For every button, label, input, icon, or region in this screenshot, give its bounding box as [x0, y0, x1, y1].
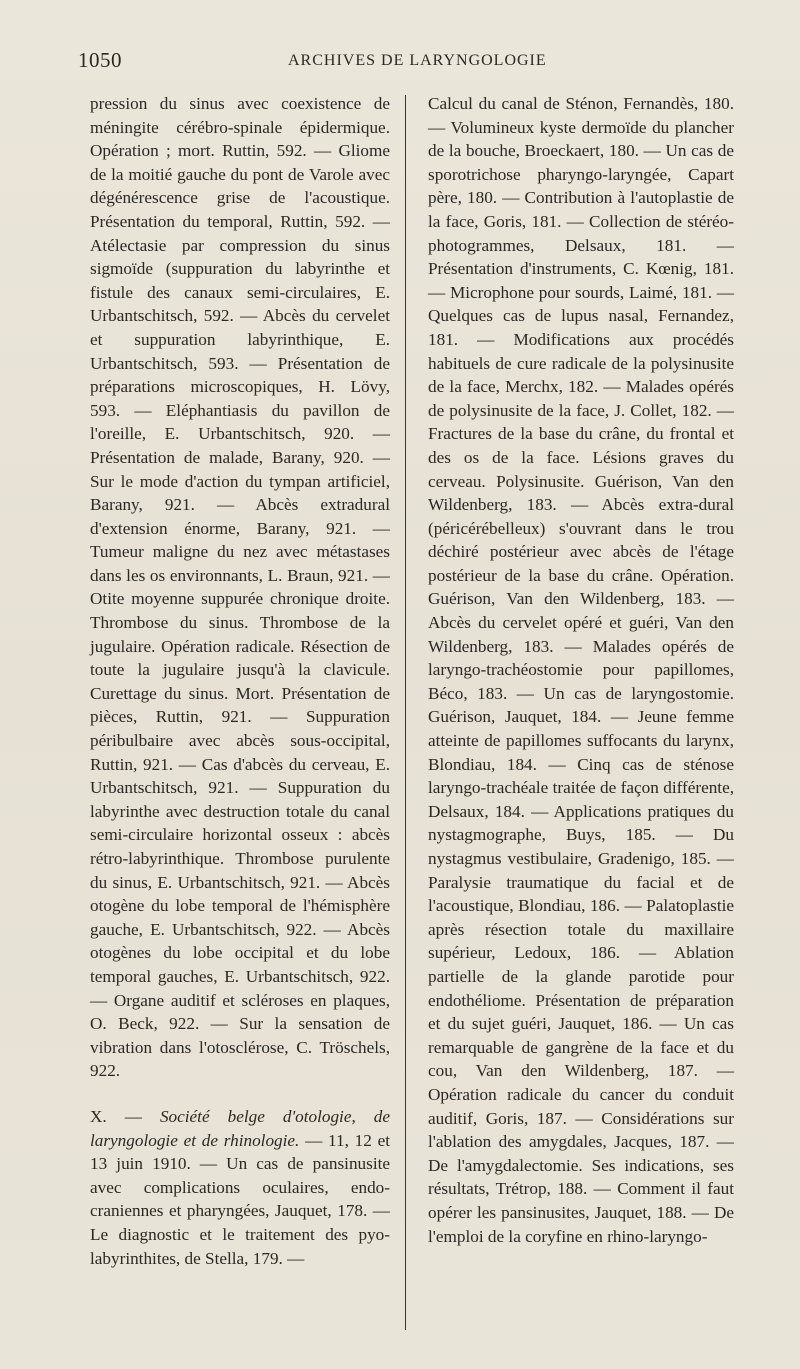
right-paragraph-1: Calcul du canal de Sténon, Fernandès, 180. — Volumineux kyste dermoïde du plancher de la bouche, Broeckaert, 180. — Un cas de sporotrichose pharyngo-laryngée, Capart père, 180. — Contribution à l'autoplastie de la face, Goris, 181. — Collection de stéréo-photogrammes, Delsaux, 181. — Présentation d'instruments, C. Kœnig, 181. — Microphone pour sourds, Laimé, 181. — Quelques cas de lupus nasal, Fernandez, 181. — Modifications aux procédés habituels de cure radicale de la polysinusite de la face, Merchx, 182. — Malades opérés de polysinusite de la face, J. Collet, 182. — Fractures de la base du crâne, du frontal et des os de la face. Lésions graves du cerveau. Polysinusite. Guérison, Van den Wildenberg, 183. — Abcès extra-dural (péricérébelleux) s'ouvrant dans le trou déchiré postérieur avec abcès de l'étage postérieur de la base du crâne. Opération. Guérison, Van den Wildenberg, 183. — Abcès du cervelet opéré et guéri, Van den Wildenberg, 183. — Malades opérés de laryngo-trachéostomie pour papillomes, Béco, 183. — Un cas de laryngostomie. Guérison, Jauquet, 184. — Jeune femme atteinte de papillomes suffocants du larynx, Blondiau, 184. — Cinq cas de sténose laryngo-trachéale traitée de façon différente, Delsaux, 184. — Applications pratiques du nystagmographe, Buys, 185. — Du nystagmus vestibulaire, Gradenigo, 185. — Paralysie traumatique du facial et de l'acoustique, Blondiau, 186. — Palatoplastie après résection totale du maxillaire supérieur, Ledoux, 186. — Ablation partielle de la glande parotide pour endothéliome. Présentation de préparation et du sujet guéri, Jauquet, 186. — Un cas remarquable de gangrène de la face et du cou, Van den Wildenberg, 187. — Opération radicale du cancer du conduit auditif, Goris, 187. — Considérations sur l'ablation des amygdales, Jacques, 187. — De l'amygdalectomie. Ses indications, ses résultats, Trétrop, 188. — Comment il faut opérer les pansinusites, Jauquet, 188. — De l'emploi de la coryfine en rhino-laryngo-: [428, 94, 734, 1246]
left-paragraph-1: pression du sinus avec coexistence de méningite cérébro-spinale épidermique. Opération ; mort. Ruttin, 592. — Gliome de la moitié gauche du pont de Varole avec dégénérescence grise de l'acoustique. Présentation du temporal, Ruttin, 592. — Atélectasie par compression du sinus sigmoïde (suppuration du labyrinthe et fistule des canaux semi-circulaires, E. Urbantschitsch, 592. — Abcès du cervelet et suppuration labyrinthique, E. Urbantschitsch, 593. — Présentation de préparations microscopiques, H. Lövy, 593. — Eléphantiasis du pavillon de l'oreille, E. Urbantschitsch, 920. — Présentation de malade, Barany, 920. — Sur le mode d'action du tympan artificiel, Barany, 921. — Abcès extradural d'extension énorme, Barany, 921. — Tumeur maligne du nez avec métastases dans les os environnants, L. Braun, 921. — Otite moyenne suppurée chronique droite. Thrombose du sinus. Thrombose de la jugulaire. Opération radicale. Résection de toute la jugulaire jusqu'à la clavicule. Curettage du sinus. Mort. Présentation de pièces, Ruttin, 921. — Suppuration péribulbaire avec abcès sous-occipital, Ruttin, 921. — Cas d'abcès du cerveau, E. Urbantschitsch, 921. — Suppuration du labyrinthe avec destruction totale du canal semi-circulaire horizontal osseux : abcès rétro-labyrinthique. Thrombose purulente du sinus, E. Urbantschitsch, 921. — Abcès otogène du lobe temporal de l'hémisphère gauche, E. Urbantschitsch, 922. — Abcès otogènes du lobe occipital et du lobe temporal gauches, E. Urbantschitsch, 922. — Organe auditif et scléroses en plaques, O. Beck, 922. — Sur la sensation de vibration dans l'otosclérose, C. Tröschels, 922.: [90, 94, 390, 1081]
right-column: [428, 92, 734, 1248]
page-header: [78, 48, 738, 78]
section-title: Société belge d'otologie, de laryngologie et de rhinologie.: [90, 1106, 390, 1150]
left-column: [90, 92, 390, 1270]
left-paragraph-2-text: — 11, 12 et 13 juin 1910. — Un cas de pansinusite avec complications oculaires, endo-craniennes et pharyngées, Jauquet, 178. — Le diagnostic et le traitement des pyo-labyrinthites, de Stella, 179. —: [90, 1130, 391, 1268]
column-divider: [405, 95, 406, 1330]
page-number: 1050: [78, 48, 122, 72]
running-title: ARCHIVES DE LARYNGOLOGIE: [288, 52, 547, 69]
left-paragraph-2: [90, 1105, 390, 1270]
section-number: X. —: [90, 1106, 160, 1126]
